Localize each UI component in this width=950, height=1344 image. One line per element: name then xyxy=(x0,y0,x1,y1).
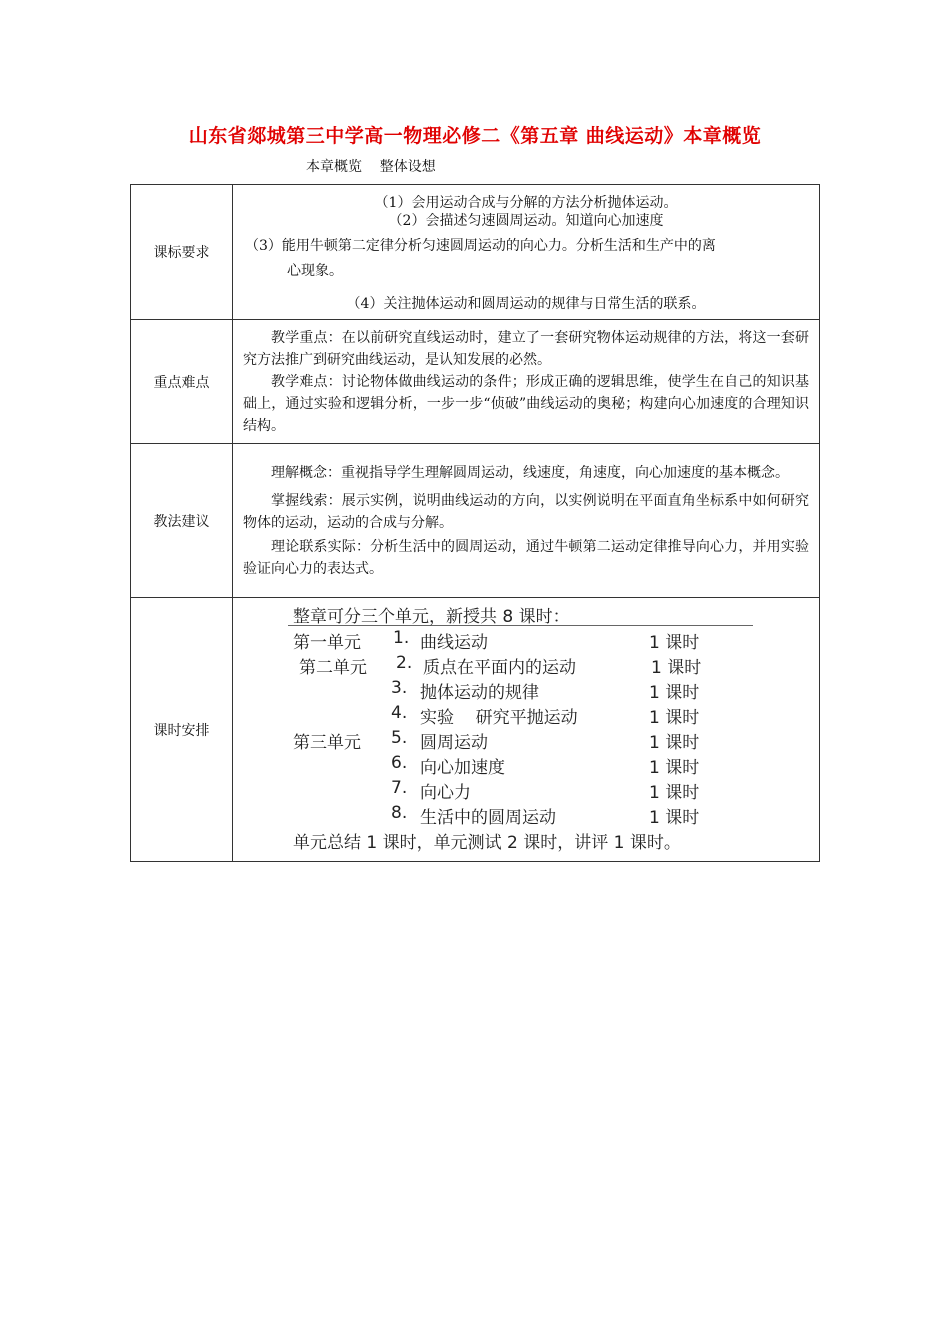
schedule-unit: 第三单元 xyxy=(293,733,361,753)
methods-cell xyxy=(233,444,820,598)
schedule-topic: 抛体运动的规律 xyxy=(420,683,539,703)
schedule-num: 2. xyxy=(396,653,413,673)
requirement-2: （2）会描述匀速圆周运动。知道向心加速度 xyxy=(388,213,664,229)
schedule-line-8 xyxy=(233,801,819,826)
page-subtitle: 本章概览 整体设想 xyxy=(306,159,436,175)
label-schedule: 课时安排 xyxy=(131,598,233,862)
schedule-unit: 第二单元 xyxy=(299,658,367,678)
label-requirements: 课标要求 xyxy=(131,185,233,320)
key-point-difficulty: 教学难点：讨论物体做曲线运动的条件；形成正确的逻辑思维，使学生在自己的知识基础上，通过实验和逻辑分析，一步一步“侦破”曲线运动的奥秘；构建向心加速度的合理知识结构。 xyxy=(243,373,809,434)
row-methods xyxy=(131,444,820,598)
schedule-topic: 实验 研究平抛运动 xyxy=(420,708,578,728)
row-key-points xyxy=(131,320,820,444)
method-clues: 掌握线索：展示实例，说明曲线运动的方向，以实例说明在平面直角坐标系中如何研究物体的运动，运动的合成与分解。 xyxy=(243,492,809,531)
requirement-3-cont: 心现象。 xyxy=(287,263,343,279)
row-requirements xyxy=(131,185,820,320)
schedule-hours: 1 课时 xyxy=(651,658,702,678)
schedule-line-7 xyxy=(233,776,819,801)
key-points-cell xyxy=(233,320,820,444)
label-key-points: 重点难点 xyxy=(131,320,233,444)
schedule-hours: 1 课时 xyxy=(649,808,700,828)
schedule-hours: 1 课时 xyxy=(649,708,700,728)
schedule-topic: 向心加速度 xyxy=(420,758,505,778)
schedule-line-3 xyxy=(233,676,819,701)
schedule-topic: 生活中的圆周运动 xyxy=(420,808,556,828)
schedule-num: 5. xyxy=(391,728,408,748)
row-schedule xyxy=(131,598,820,862)
schedule-num: 1. xyxy=(393,628,410,648)
requirements-cell xyxy=(233,185,820,320)
schedule-num: 6. xyxy=(391,753,408,773)
schedule-line-1 xyxy=(233,626,819,651)
schedule-line-6 xyxy=(233,751,819,776)
schedule-hours: 1 课时 xyxy=(649,633,700,653)
schedule-hours: 1 课时 xyxy=(649,783,700,803)
schedule-topic: 圆周运动 xyxy=(420,733,488,753)
schedule-hours: 1 课时 xyxy=(649,733,700,753)
method-concepts: 理解概念：重视指导学生理解圆周运动，线速度，角速度，向心加速度的基本概念。 xyxy=(271,464,789,481)
schedule-num: 3. xyxy=(391,678,408,698)
requirement-3: （3）能用牛顿第二定律分析匀速圆周运动的向心力。分析生活和生产中的离 xyxy=(245,238,716,254)
schedule-line-5 xyxy=(233,726,819,751)
page-title: 山东省郯城第三中学高一物理必修二《第五章 曲线运动》本章概览 xyxy=(188,125,762,147)
requirement-1: （1）会用运动合成与分解的方法分析抛体运动。 xyxy=(374,195,678,211)
schedule-topic: 曲线运动 xyxy=(420,633,488,653)
schedule-num: 7. xyxy=(391,778,408,798)
schedule-line-2 xyxy=(233,651,819,676)
schedule-intro: 整章可分三个单元，新授共 8 课时： xyxy=(288,600,753,626)
schedule-hours: 1 课时 xyxy=(649,683,700,703)
label-methods: 教法建议 xyxy=(131,444,233,598)
schedule-topic: 向心力 xyxy=(420,783,471,803)
schedule-cell xyxy=(233,598,820,862)
method-practice: 理论联系实际：分析生活中的圆周运动，通过牛顿第二运动定律推导向心力，并用实验验证向心力的表达式。 xyxy=(243,538,809,577)
requirement-4: （4）关注抛体运动和圆周运动的规律与日常生活的联系。 xyxy=(346,296,706,312)
overview-table xyxy=(130,184,820,862)
schedule-num: 8. xyxy=(391,803,408,823)
schedule-hours: 1 课时 xyxy=(649,758,700,778)
schedule-topic: 质点在平面内的运动 xyxy=(423,658,576,678)
schedule-summary: 单元总结 1 课时，单元测试 2 课时，讲评 1 课时。 xyxy=(293,833,681,853)
schedule-unit: 第一单元 xyxy=(293,633,361,653)
schedule-line-4 xyxy=(233,701,819,726)
schedule-num: 4. xyxy=(391,703,408,723)
key-point-focus: 教学重点：在以前研究直线运动时，建立了一套研究物体运动规律的方法，将这一套研究方法推广到研究曲线运动，是认知发展的必然。 xyxy=(243,329,809,368)
